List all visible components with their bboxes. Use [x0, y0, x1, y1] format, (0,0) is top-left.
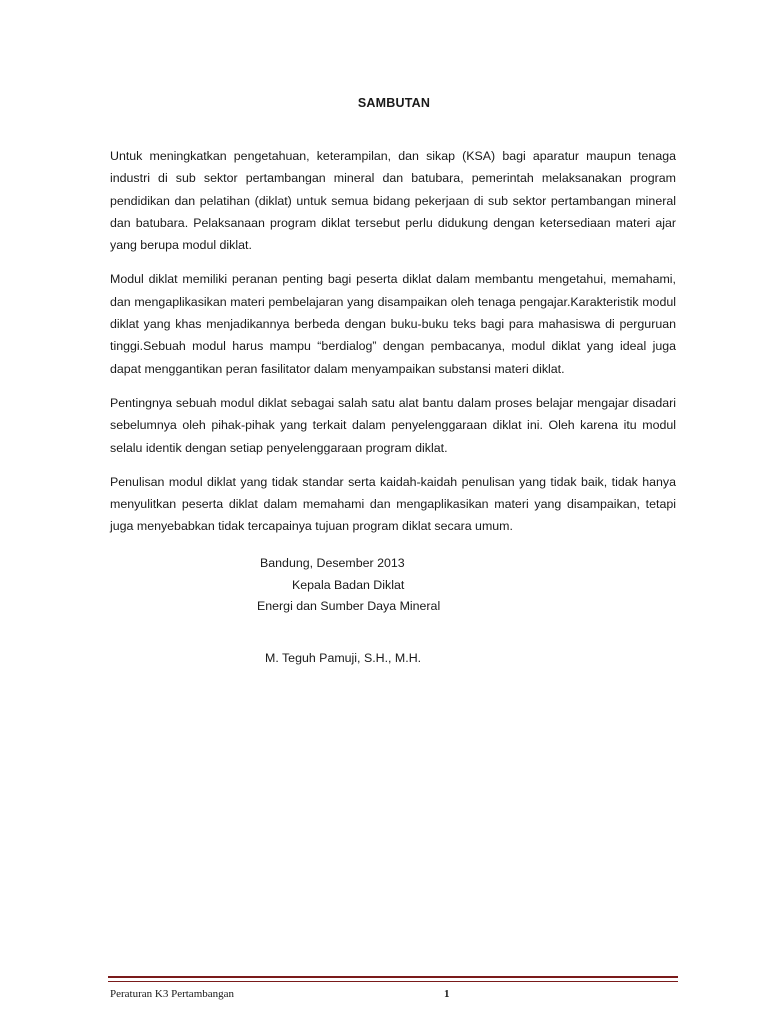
paragraph-4: Penulisan modul diklat yang tidak standar serta kaidah-kaidah penulisan yang tidak baik, tidak hanya menyulitkan peserta diklat dalam memahami dan mengaplikasikan materi yang disampaikan, tetapi juga menyebabkan tidak tercapainya tujuan program diklat secara umum.: [110, 474, 676, 534]
page-title: SAMBUTAN: [357, 96, 431, 110]
closing-position: Kepala Badan Diklat: [292, 577, 405, 592]
closing-block: [257, 553, 440, 618]
footer-divider-thin: [108, 981, 678, 982]
footer-divider-thick: [108, 976, 678, 978]
closing-place-date: Bandung, Desember 2013: [260, 556, 405, 570]
page-number: 1: [444, 988, 450, 1000]
paragraph-2: Modul diklat memiliki peranan penting bagi peserta diklat dalam membantu mengetahui, memahami, dan mengaplikasikan materi pembelajaran yang disampaikan oleh tenaga pengajar.Karakteristik modul diklat yang khas menjadikannya berbeda dengan buku-buku teks bagi para mahasiswa di perguruan tinggi.Sebuah modul harus mampu “berdialog” dengan pembacanya, modul diklat yang ideal juga dapat menggantikan peran fasilitator dalam menyampaikan substansi materi diklat.: [110, 272, 676, 376]
paragraph-3: Pentingnya sebuah modul diklat sebagai salah satu alat bantu dalam proses belajar mengajar disadari sebelumnya oleh pihak-pihak yang terkait dalam penyelenggaraan diklat ini. Oleh karena itu modul selalu identik dengan setiap penyelenggaraan program diklat.: [110, 395, 676, 455]
body-text: [110, 145, 676, 550]
footer-document-title: Peraturan K3 Pertambangan: [110, 988, 235, 1000]
paragraph-1: Untuk meningkatkan pengetahuan, keterampilan, dan sikap (KSA) bagi aparatur maupun tenaga industri di sub sektor pertambangan mineral dan batubara, pemerintah melaksanakan program pendidikan dan pelatihan (diklat) untuk semua bidang pekerjaan di sub sektor pertambangan mineral dan batubara. Pelaksanaan program diklat tersebut perlu didukung dengan ketersediaan materi ajar yang berupa modul diklat.: [110, 149, 676, 253]
signer-name: M. Teguh Pamuji, S.H., M.H.: [265, 651, 422, 665]
closing-institution: Energi dan Sumber Daya Mineral: [257, 599, 441, 614]
